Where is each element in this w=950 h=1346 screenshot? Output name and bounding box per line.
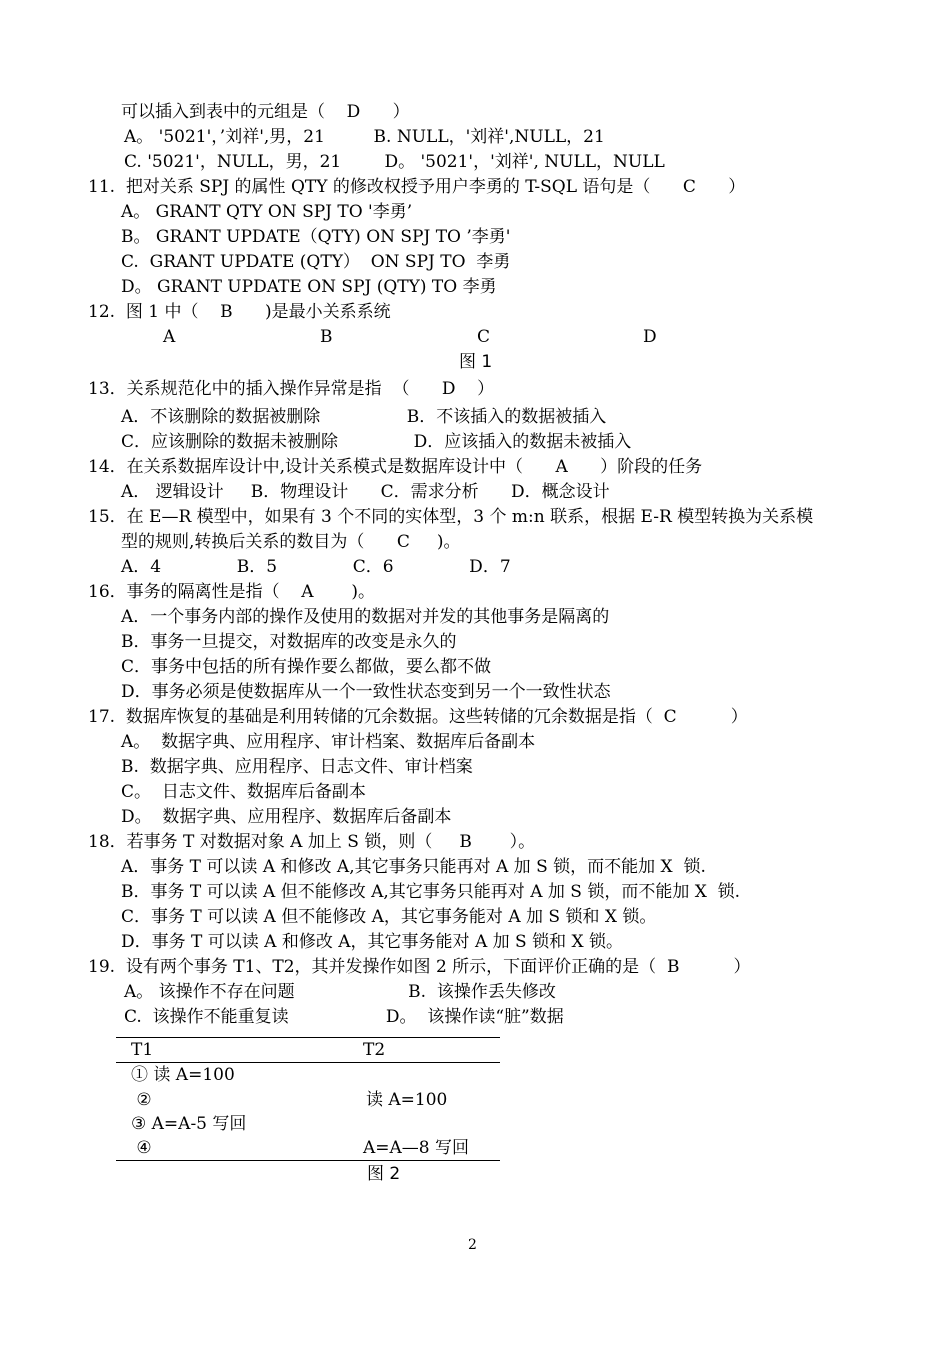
- table-row-3-t1: ③ A=A-5 写回: [131, 1114, 247, 1134]
- text-line: A: [163, 327, 176, 347]
- text-line: 11. 把对关系 SPJ 的属性 QTY 的修改权授予用户李勇的 T-SQL 语句是（ C ）: [88, 177, 746, 197]
- text-line: C. 该操作不能重复读 D。 该操作读“脏”数据: [124, 1007, 564, 1027]
- table-top-rule: [116, 1037, 500, 1038]
- text-line: B. 数据字典、应用程序、日志文件、审计档案: [121, 757, 473, 777]
- text-line: A。 GRANT QTY ON SPJ TO '李勇’: [121, 202, 413, 222]
- table-row-4-t1: ④: [131, 1138, 152, 1158]
- text-line: 14．在关系数据库设计中,设计关系模式是数据库设计中（ A ）阶段的任务: [88, 457, 703, 477]
- text-line: A。 '5021'，’刘祥',男，21 B. NULL，'刘祥',NULL，21: [124, 127, 605, 147]
- text-line: A．不该删除的数据被删除 B．不该插入的数据被插入: [121, 407, 607, 427]
- text-line: 15．在 E—R 模型中，如果有 3 个不同的实体型，3 个 m:n 联系，根据 E-R 模型转换为关系模: [88, 507, 814, 527]
- text-line: 18．若事务 T 对数据对象 A 加上 S 锁，则（ B ）。: [88, 832, 536, 852]
- table-row-1-t1: ① 读 A=100: [131, 1065, 235, 1085]
- text-line: D．事务必须是使数据库从一个一致性状态变到另一个一致性状态: [121, 682, 611, 702]
- text-line: A。 数据字典、应用程序、审计档案、数据库后备副本: [121, 732, 536, 752]
- page-number: 2: [468, 1237, 477, 1253]
- text-line: C．事务 T 可以读 A 但不能修改 A，其它事务能对 A 加 S 锁和 X 锁。: [121, 907, 657, 927]
- table-row-2-t1: ②: [131, 1090, 152, 1110]
- table-header-t2: T2: [363, 1040, 386, 1060]
- text-line: 图 1: [459, 352, 493, 372]
- text-line: D: [643, 327, 657, 347]
- text-line: D。 GRANT UPDATE ON SPJ (QTY) TO 李勇: [121, 277, 497, 297]
- text-line: 可以插入到表中的元组是（ D ）: [121, 102, 410, 122]
- text-line: C。 日志文件、数据库后备副本: [121, 782, 366, 802]
- table-row-2-t2: 读 A=100: [366, 1090, 448, 1110]
- table-header-rule: [116, 1062, 500, 1063]
- text-line: A．事务 T 可以读 A 和修改 A,其它事务只能再对 A 加 S 锁，而不能加 X 锁.: [121, 857, 706, 877]
- text-line: 16．事务的隔离性是指（ A )。: [88, 582, 375, 602]
- table-row-4-t2: A=A—8 写回: [363, 1138, 470, 1158]
- text-line: A。 该操作不存在问题 B. 该操作丢失修改: [124, 982, 556, 1002]
- text-line: A． 逻辑设计 B．物理设计 C．需求分析 D．概念设计: [121, 482, 610, 502]
- text-line: A．一个事务内部的操作及使用的数据对并发的其他事务是隔离的: [121, 607, 610, 627]
- text-line: C: [477, 327, 491, 347]
- text-line: 13．关系规范化中的插入操作异常是指 （ D ）: [88, 379, 495, 399]
- text-line: B．事务 T 可以读 A 但不能修改 A,其它事务只能再对 A 加 S 锁，而不能加 X 锁.: [121, 882, 741, 902]
- text-line: C. GRANT UPDATE (QTY） ON SPJ TO 李勇: [121, 252, 511, 272]
- text-line: 17. 数据库恢复的基础是利用转储的冗余数据。这些转储的冗余数据是指（ C ）: [88, 707, 748, 727]
- text-line: C．应该删除的数据未被删除 D．应该插入的数据未被插入: [121, 432, 632, 452]
- text-line: B: [320, 327, 333, 347]
- text-line: C. '5021'，NULL，男，21 D。 '5021'，'刘祥', NULL，NULL: [124, 152, 665, 172]
- table-header-t1: T1: [131, 1040, 154, 1060]
- text-line: A．4 B．5 C．6 D．7: [121, 557, 511, 577]
- text-line: D．事务 T 可以读 A 和修改 A，其它事务能对 A 加 S 锁和 X 锁。: [121, 932, 623, 952]
- text-line: B。 GRANT UPDATE（QTY) ON SPJ TO ’李勇': [121, 227, 511, 247]
- text-line: B．事务一旦提交，对数据库的改变是永久的: [121, 632, 457, 652]
- figure-2-caption: 图 2: [367, 1164, 401, 1184]
- text-line: D。 数据字典、应用程序、数据库后备副本: [121, 807, 452, 827]
- text-line: 19. 设有两个事务 T1、T2，其并发操作如图 2 所示，下面评价正确的是（ B ）: [88, 957, 751, 977]
- text-line: 型的规则,转换后关系的数目为（ C )。: [121, 532, 461, 552]
- text-line: 12. 图 1 中（ B )是最小关系系统: [88, 302, 391, 322]
- table-bottom-rule: [116, 1160, 500, 1161]
- text-line: C．事务中包括的所有操作要么都做，要么都不做: [121, 657, 492, 677]
